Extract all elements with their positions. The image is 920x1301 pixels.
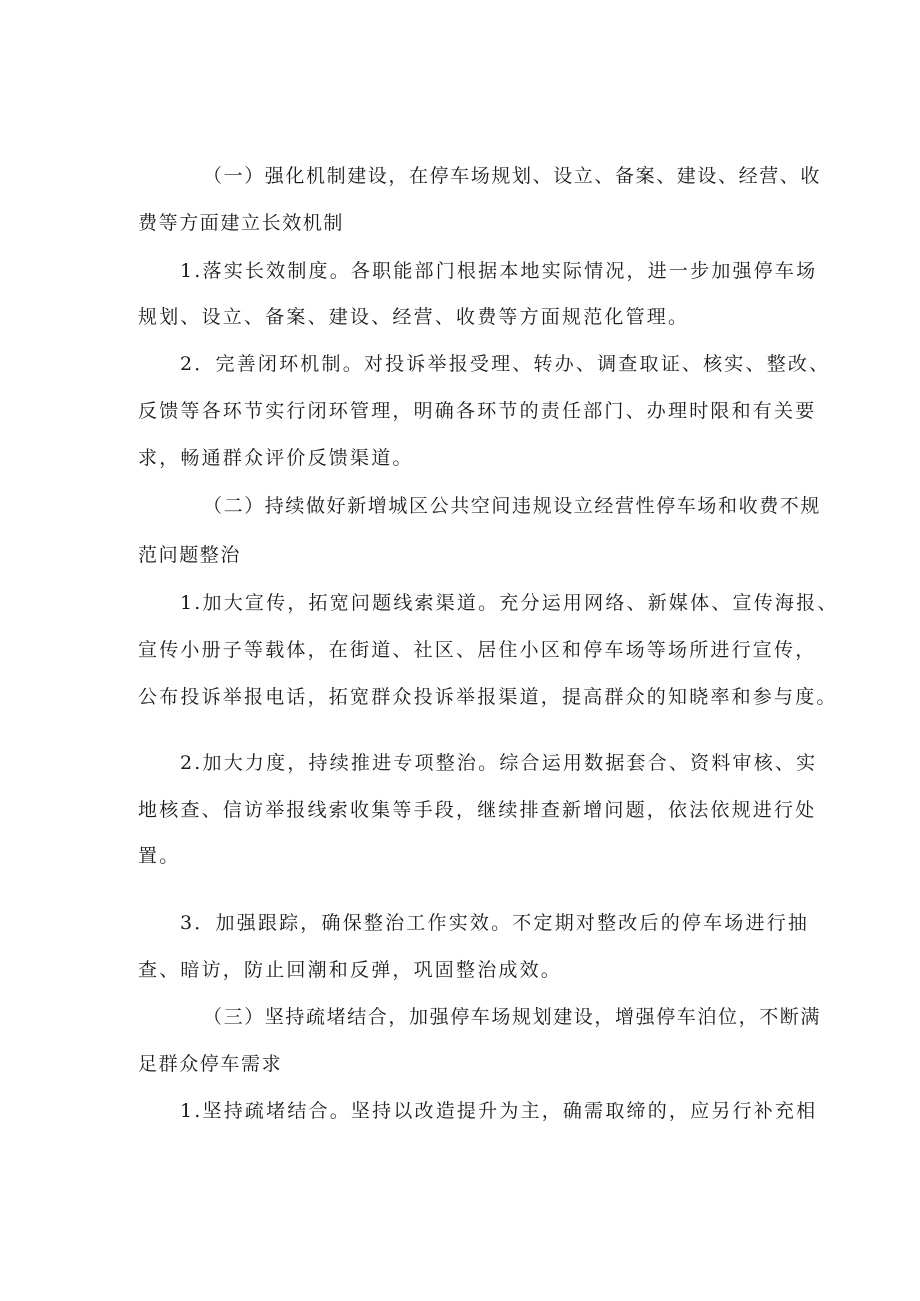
section-1-item-2-line-3: 求，畅通群众评价反馈渠道。 (138, 447, 414, 469)
section-2-heading-line-1: （二）持续做好新增城区公共空间违规设立经营性停车场和收费不规 (203, 495, 822, 517)
section-2-item-3-line-1: 3．加强跟踪，确保整治工作实效。不定期对整改后的停车场进行抽 (180, 912, 810, 934)
section-1-item-2-line-2: 反馈等各环节实行闭环管理，明确各环节的责任部门、办理时限和有关要 (138, 400, 817, 422)
section-1-item-1-line-2: 规划、设立、备案、建设、经营、收费等方面规范化管理。 (138, 306, 690, 328)
section-3-heading-line-2: 足群众停车需求 (138, 1053, 283, 1075)
section-2-heading-line-2: 范问题整治 (138, 544, 242, 566)
section-3-item-1-line-1: 1.坚持疏堵结合。坚持以改造提升为主，确需取缔的，应另行补充相 (180, 1100, 818, 1122)
section-1-item-1-line-1: 1.落实长效制度。各职能部门根据本地实际情况，进一步加强停车场 (180, 260, 818, 282)
section-1-heading-line-1: （一）强化机制建设，在停车场规划、设立、备案、建设、经营、收 (203, 165, 822, 187)
section-3-heading-line-1: （三）坚持疏堵结合，加强停车场规划建设，增强停车泊位，不断满 (203, 1006, 822, 1028)
section-1-item-2-line-1: 2．完善闭环机制。对投诉举报受理、转办、调查取证、核实、整改、 (180, 353, 831, 375)
section-1-heading-line-2: 费等方面建立长效机制 (138, 212, 345, 234)
section-2-item-2-line-2: 地核查、信访举报线索收集等手段，继续排查新增问题，依法依规进行处 (138, 799, 817, 821)
section-2-item-1-line-3: 公布投诉举报电话，拓宽群众投诉举报渠道，提高群众的知晓率和参与度。 (138, 686, 838, 708)
section-2-item-2-line-1: 2.加大力度，持续推进专项整治。综合运用数据套合、资料审核、实 (180, 752, 818, 774)
section-2-item-3-line-2: 查、暗访，防止回潮和反弹，巩固整治成效。 (138, 959, 563, 981)
section-2-item-1-line-2: 宣传小册子等载体，在街道、社区、居住小区和停车场等场所进行宣传， (138, 639, 817, 661)
section-2-item-1-line-1: 1.加大宣传，拓宽问题线索渠道。充分运用网络、新媒体、宣传海报、 (180, 592, 839, 614)
section-2-item-2-line-3: 置。 (138, 845, 181, 867)
